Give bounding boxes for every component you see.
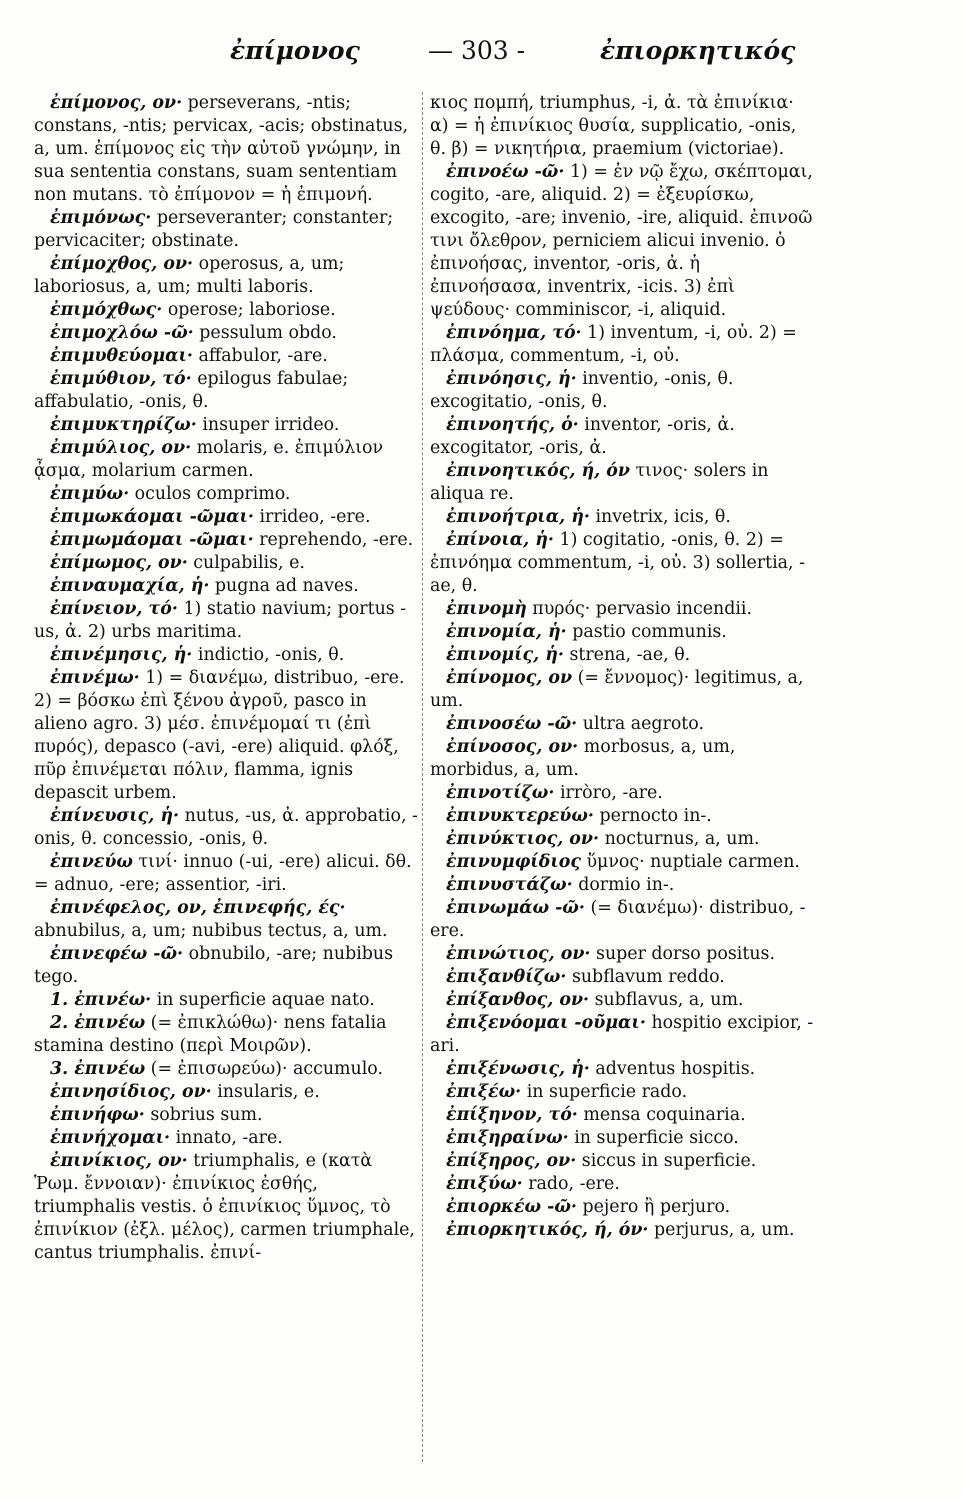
- entry-lemma: ἐπιξέω·: [446, 1082, 522, 1102]
- entry-definition: in superficie aquae nato.: [156, 990, 375, 1010]
- entry-lemma: ἐπίνειον, τό·: [50, 599, 178, 619]
- entry-definition: strena, -ae, θ.: [569, 645, 691, 665]
- entry-definition: pugna ad naves.: [214, 576, 359, 596]
- entry-definition: culpabilis, e.: [193, 553, 305, 573]
- entry-definition: in superficie sicco.: [574, 1128, 739, 1148]
- entry-definition: hospitio excipior, -ari.: [430, 1013, 814, 1056]
- entry-lemma: ἐπίμοχθος, ον·: [50, 254, 194, 274]
- entry-lemma: ἐπιορκητικός, ή, όν·: [446, 1220, 649, 1240]
- entry-definition: epilogus fabulae; affabulatio, -onis, θ.: [34, 369, 349, 412]
- dictionary-entry: [34, 437, 418, 483]
- entry-definition: operose; laboriose.: [167, 300, 336, 320]
- entry-definition: ultra aegroto.: [582, 714, 704, 734]
- dictionary-entry: [34, 1012, 418, 1058]
- right-column: [430, 92, 814, 1242]
- page-header: [30, 36, 930, 76]
- dictionary-entry: [430, 943, 814, 966]
- entry-lemma: ἐπιξηραίνω·: [446, 1128, 569, 1148]
- entry-lemma: ἐπινομία, ἡ·: [446, 622, 567, 642]
- entry-definition: subflavum reddo.: [571, 967, 725, 987]
- entry-lemma: ἐπιμωμάομαι -ῶμαι·: [50, 530, 254, 550]
- entry-definition: operosus, a, um; laboriosus, a, um; multi laboris.: [34, 254, 345, 297]
- entry-definition: affabulor, -are.: [198, 346, 328, 366]
- entry-definition: in superficie rado.: [526, 1082, 688, 1102]
- entry-definition: inventor, -oris, ἀ. excogitator, -oris, ἀ.: [430, 415, 735, 458]
- header-right-word: ἐπιορκητικός: [600, 36, 796, 65]
- entry-lemma: ἐπινέμησις, ἡ·: [50, 645, 193, 665]
- dictionary-entry: [34, 322, 418, 345]
- dictionary-entry: [430, 897, 814, 943]
- dictionary-entry: [34, 989, 418, 1012]
- entry-lemma: ἐπινίκιος, ον·: [50, 1151, 188, 1171]
- dictionary-entry: [34, 253, 418, 299]
- entry-definition: pejero ἢ perjuro.: [582, 1197, 731, 1217]
- entry-lemma: ἐπιξύω·: [446, 1174, 523, 1194]
- dictionary-entry: [430, 966, 814, 989]
- entry-definition: (= διανέμω)· distribuo, -ere.: [430, 898, 806, 941]
- dictionary-entry: [34, 1150, 418, 1265]
- dictionary-entry: [430, 1012, 814, 1058]
- dictionary-entry: [430, 414, 814, 460]
- entry-lemma: ἐπίξηνον, τό·: [446, 1105, 578, 1125]
- entry-lemma: ἐπινώτιος, ον·: [446, 944, 591, 964]
- entry-definition: rado, -ere.: [528, 1174, 620, 1194]
- entry-lemma: ἐπιμυκτηρίζω·: [50, 415, 197, 435]
- entry-definition: πυρός· pervasio incendii.: [532, 599, 752, 619]
- entry-lemma: ἐπινοτίζω·: [446, 783, 555, 803]
- dictionary-entry: [430, 828, 814, 851]
- entry-lemma: ἐπίνομος, ον: [446, 668, 573, 688]
- entry-lemma: ἐπινοητικός, ή, όν: [446, 461, 630, 481]
- entry-lemma: ἐπινεύω: [50, 852, 133, 872]
- entry-definition: (= ἔννομος)· legitimus, a, um.: [430, 668, 804, 711]
- page-number: — 303 -: [428, 36, 526, 65]
- column-divider: [422, 92, 423, 1462]
- entry-definition: subflavus, a, um.: [594, 990, 744, 1010]
- entry-definition: perseveranter; constanter; pervicaciter; obstinate.: [34, 208, 394, 251]
- entry-definition: 1) statio navium; portus -us, ἀ. 2) urbs maritima.: [34, 599, 407, 642]
- entry-definition: innato, -are.: [175, 1128, 283, 1148]
- entry-lemma: ἐπίμωμος, ον·: [50, 553, 188, 573]
- dictionary-entry: [430, 851, 814, 874]
- dictionary-entry: [34, 644, 418, 667]
- entry-lemma: ἐπίξανθος, ον·: [446, 990, 590, 1010]
- entry-definition: abnubilus, a, um; nubibus tectus, a, um.: [34, 921, 388, 941]
- entry-definition: insuper irrideo.: [202, 415, 340, 435]
- entry-definition: molaris, e. ἐπιμύλιον ᾆσμα, molarium carmen.: [34, 438, 384, 481]
- entry-lemma: ἐπίνοσος, ον·: [446, 737, 579, 757]
- entry-lemma: ἐπίξηρος, ον·: [446, 1151, 577, 1171]
- entry-lemma: ἐπινοέω -ῶ·: [446, 162, 565, 182]
- entry-lemma: ἐπιμόνως·: [50, 208, 152, 228]
- entry-lemma: ἐπιμυθεύομαι·: [50, 346, 193, 366]
- entry-lemma: ἐπινοήτρια, ἡ·: [446, 507, 590, 527]
- dictionary-entry: [34, 1104, 418, 1127]
- dictionary-entry: [430, 1219, 814, 1242]
- entry-definition: insularis, e.: [217, 1082, 320, 1102]
- entry-lemma: ἐπίμονος, ον·: [50, 93, 183, 113]
- entry-definition: triumphalis, e (κατὰ Ῥωμ. ἔννοιαν)· ἐπινίκιος ἐσθής, triumphalis vestis. ὁ ἐπινίκιος ὕμνος, τὸ ἐπινίκιον (ἐξλ. μέλος), carmen triumphale, cantus triumphalis. ἐπινί-: [34, 1151, 415, 1263]
- dictionary-entry: [34, 529, 418, 552]
- entry-lemma: ἐπιμωκάομαι -ῶμαι·: [50, 507, 254, 527]
- dictionary-entry: [430, 368, 814, 414]
- dictionary-entry: [430, 621, 814, 644]
- dictionary-entry: [34, 575, 418, 598]
- entry-lemma: ἐπιμύω·: [50, 484, 130, 504]
- dictionary-entry: [34, 345, 418, 368]
- entry-definition: pastio communis.: [572, 622, 727, 642]
- left-column: [34, 92, 418, 1265]
- entry-lemma: ἐπινυμφίδιος: [446, 852, 581, 872]
- dictionary-entry: [34, 667, 418, 805]
- entry-definition: nutus, -us, ἀ. approbatio, -onis, θ. concessio, -onis, θ.: [34, 806, 418, 849]
- entry-lemma: ἐπιμύλιος, ον·: [50, 438, 192, 458]
- entry-definition: pernocto in-.: [599, 806, 712, 826]
- dictionary-entry: [34, 506, 418, 529]
- dictionary-entry: [430, 322, 814, 368]
- entry-definition: 1) = ἐν νῷ ἔχω, σκέπτομαι, cogito, -are, aliquid. 2) = ἐξευρίσκω, excogito, -are; invenio, -ire, aliquid. ἐπινοῶ τινι ὄλεθρον, perniciem alicui invenio. ὁ ἐπινοήσας, inventor, -oris, ἀ. ἡ ἐπινοήσασα, inventrix, -icis. 3) ἐπὶ ψεύδους· comminiscor, -i, aliquid.: [430, 162, 813, 320]
- entry-lemma: ἐπινύκτιος, ον·: [446, 829, 600, 849]
- dictionary-entry: [430, 1104, 814, 1127]
- dictionary-entry: [430, 1081, 814, 1104]
- dictionary-entry: [34, 1058, 418, 1081]
- entry-lemma: ἐπιμοχλόω -ῶ·: [50, 323, 194, 343]
- dictionary-entry: [430, 161, 814, 322]
- dictionary-entry: [34, 1127, 418, 1150]
- entry-definition: nocturnus, a, um.: [604, 829, 760, 849]
- dictionary-entry: [34, 207, 418, 253]
- entry-definition: indictio, -onis, θ.: [197, 645, 345, 665]
- header-left-word: ἐπίμονος: [230, 36, 360, 65]
- entry-lemma: ἐπιμύθιον, τό·: [50, 369, 192, 389]
- entry-lemma: ἐπινήφω·: [50, 1105, 145, 1125]
- dictionary-entry: [430, 460, 814, 506]
- dictionary-entry: [430, 782, 814, 805]
- entry-definition: τινος· solers in aliqua re.: [430, 461, 769, 504]
- dictionary-entry: [430, 736, 814, 782]
- entry-lemma: ἐπινοσέω -ῶ·: [446, 714, 578, 734]
- entry-definition: irròro, -are.: [559, 783, 663, 803]
- entry-definition: ὕμνος· nuptiale carmen.: [586, 852, 800, 872]
- dictionary-entry: [430, 92, 814, 161]
- dictionary-entry: [430, 805, 814, 828]
- dictionary-entry: [430, 1127, 814, 1150]
- entry-lemma: ἐπιναυμαχία, ἡ·: [50, 576, 210, 596]
- dictionary-entry: [430, 529, 814, 598]
- entry-definition: inventio, -onis, θ. excogitatio, -onis, θ.: [430, 369, 734, 412]
- entry-lemma: ἐπινήχομαι·: [50, 1128, 171, 1148]
- entry-definition: invetrix, icis, θ.: [595, 507, 731, 527]
- entry-definition: (= ἐπισωρεύω)· accumulo.: [150, 1059, 383, 1079]
- entry-lemma: 3. ἐπινέω: [50, 1059, 146, 1079]
- entry-definition: oculos comprimo.: [134, 484, 291, 504]
- dictionary-entry: [430, 874, 814, 897]
- entry-lemma: ἐπινησίδιος, ον·: [50, 1082, 212, 1102]
- dictionary-entry: [34, 552, 418, 575]
- entry-definition: obnubilo, -are; nubibus tego.: [34, 944, 394, 987]
- entry-lemma: 1. ἐπινέω·: [50, 990, 152, 1010]
- entry-definition: perjurus, a, um.: [654, 1220, 795, 1240]
- entry-definition: sobrius sum.: [150, 1105, 263, 1125]
- dictionary-entry: [430, 713, 814, 736]
- entry-lemma: ἐπιορκέω -ῶ·: [446, 1197, 577, 1217]
- entry-lemma: ἐπινόημα, τό·: [446, 323, 582, 343]
- dictionary-entry: [34, 851, 418, 897]
- entry-lemma: ἐπινυκτερεύω·: [446, 806, 594, 826]
- entry-lemma: ἐπιμόχθως·: [50, 300, 163, 320]
- entry-definition: 1) = διανέμω, distribuo, -ere. 2) = βόσκω ἐπὶ ξένου ἀγροῦ, pasco in alieno agro. 3) μέσ. ἐπινέμομαί τι (ἐπὶ πυρός), depasco (-avi, -ere) aliquid. φλόξ, πῦρ ἐπινέμεται πόλιν, flamma, ignis depascit urbem.: [34, 668, 405, 803]
- dictionary-entry: [430, 667, 814, 713]
- entry-definition: pessulum obdo.: [199, 323, 337, 343]
- entry-lemma: ἐπινομὴ: [446, 599, 527, 619]
- entry-definition: super dorso positus.: [596, 944, 775, 964]
- entry-lemma: ἐπινέφελος, ον, ἐπινεφής, ές·: [50, 898, 346, 918]
- entry-definition: τινί· innuo (-ui, -ere) alicui. δθ. = adnuo, -ere; assentior, -iri.: [34, 852, 412, 895]
- entry-lemma: ἐπινόησις, ἡ·: [446, 369, 577, 389]
- entry-lemma: ἐπινέμω·: [50, 668, 140, 688]
- entry-definition: κιος πομπή, triumphus, -i, ἀ. τὰ ἐπινίκια· α) = ἡ ἐπινίκιος θυσία, supplicatio, -onis, θ. β) = νικητήρια, praemium (victoriae).: [430, 93, 797, 159]
- entry-definition: siccus in superficie.: [581, 1151, 757, 1171]
- columns: [30, 92, 934, 1472]
- dictionary-entry: [430, 989, 814, 1012]
- dictionary-entry: [34, 805, 418, 851]
- entry-definition: irrideo, -ere.: [259, 507, 371, 527]
- dictionary-entry: [34, 483, 418, 506]
- dictionary-entry: [430, 598, 814, 621]
- entry-lemma: 2. ἐπινέω: [50, 1013, 146, 1033]
- dictionary-entry: [430, 1173, 814, 1196]
- dictionary-entry: [430, 1196, 814, 1219]
- entry-definition: adventus hospitis.: [595, 1059, 756, 1079]
- entry-lemma: ἐπίνευσις, ἡ·: [50, 806, 180, 826]
- dictionary-entry: [430, 506, 814, 529]
- dictionary-entry: [34, 368, 418, 414]
- entry-definition: reprehendo, -ere.: [259, 530, 414, 550]
- dictionary-entry: [34, 414, 418, 437]
- entry-lemma: ἐπιξένωσις, ἡ·: [446, 1059, 590, 1079]
- entry-definition: (= ἐπικλώθω)· nens fatalia stamina destino (περὶ Μοιρῶν).: [34, 1013, 387, 1056]
- entry-lemma: ἐπινυστάζω·: [446, 875, 573, 895]
- entry-lemma: ἐπινεφέω -ῶ·: [50, 944, 184, 964]
- dictionary-entry: [34, 299, 418, 322]
- entry-lemma: ἐπιξενόομαι -οῦμαι·: [446, 1013, 646, 1033]
- dictionary-entry: [34, 943, 418, 989]
- dictionary-entry: [34, 897, 418, 943]
- dictionary-entry: [34, 598, 418, 644]
- entry-definition: perseverans, -ntis; constans, -ntis; pervicax, -acis; obstinatus, a, um. ἐπίμονος εἰς τὴν αὐτοῦ γνώμην, in sua sententia constans, suam sententiam non mutans. τὸ ἐπίμονον = ἡ ἐπιμονή.: [34, 93, 409, 205]
- dictionary-entry: [430, 644, 814, 667]
- entry-lemma: ἐπινομίς, ἡ·: [446, 645, 564, 665]
- entry-definition: dormio in-.: [578, 875, 675, 895]
- entry-lemma: ἐπίνοια, ἡ·: [446, 530, 554, 550]
- dictionary-entry: [430, 1150, 814, 1173]
- entry-lemma: ἐπιξανθίζω·: [446, 967, 567, 987]
- dictionary-entry: [34, 1081, 418, 1104]
- entry-definition: mensa coquinaria.: [583, 1105, 746, 1125]
- entry-definition: 1) inventum, -i, οὐ. 2) = πλάσμα, commentum, -i, οὐ.: [430, 323, 797, 366]
- entry-definition: 1) cogitatio, -onis, θ. 2) = ἐπινόημα commentum, -i, οὐ. 3) sollertia, -ae, θ.: [430, 530, 805, 596]
- entry-lemma: ἐπινωμάω -ῶ·: [446, 898, 585, 918]
- entry-lemma: ἐπινοητής, ὁ·: [446, 415, 579, 435]
- dictionary-entry: [430, 1058, 814, 1081]
- entry-definition: morbosus, a, um, morbidus, a, um.: [430, 737, 736, 780]
- dictionary-entry: [34, 92, 418, 207]
